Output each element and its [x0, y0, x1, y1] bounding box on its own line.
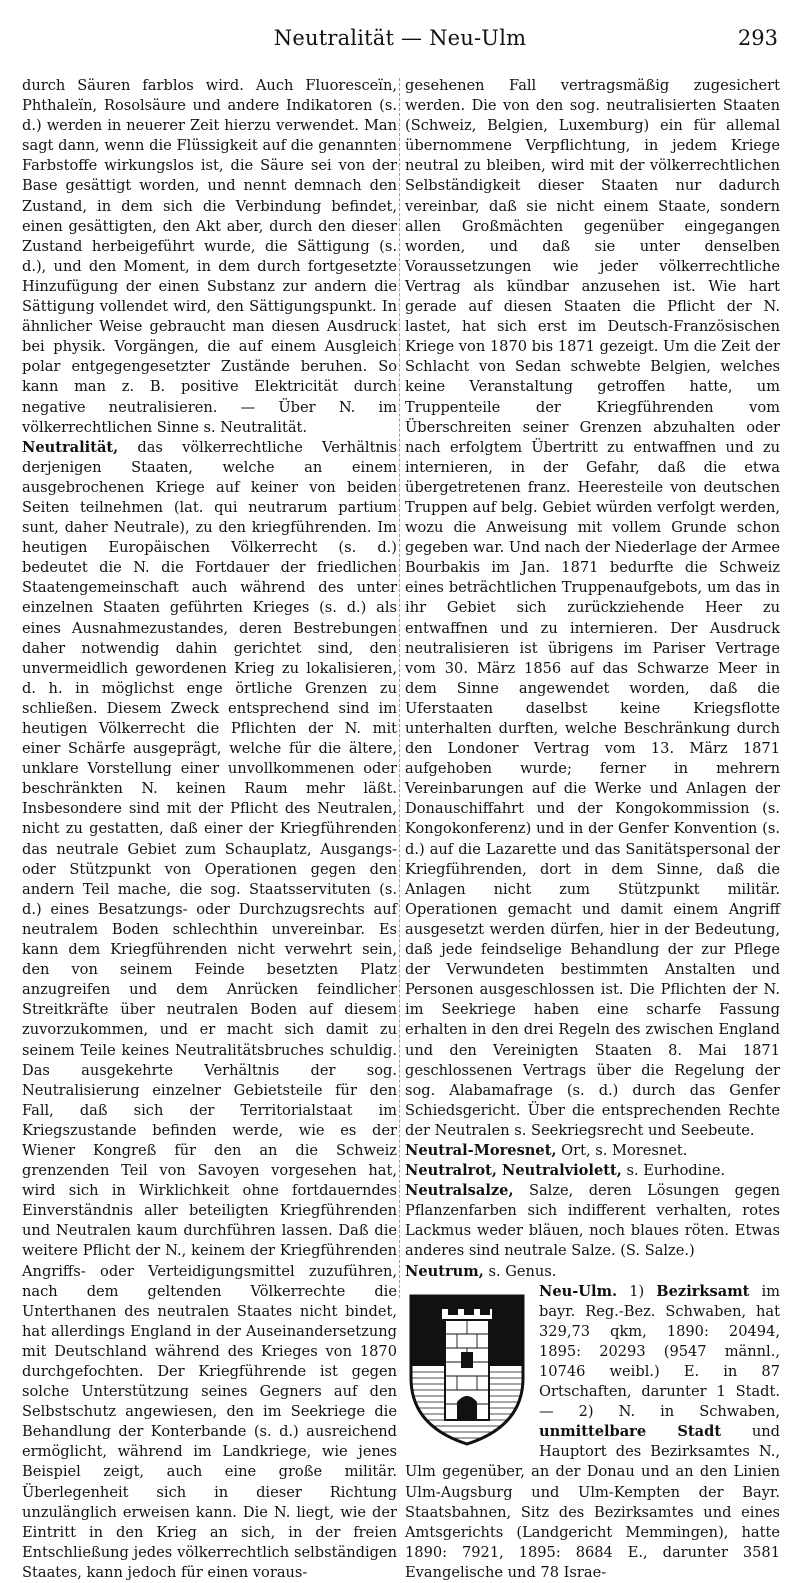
entry-neutral-moresnet-text: Ort, s. Moresnet. [556, 1141, 688, 1159]
entry-neutralitaet [22, 438, 397, 1583]
headword-neutralitaet: Neutralität, [22, 438, 119, 456]
term-bezirksamt: Bezirksamt [656, 1282, 750, 1300]
headword-neu-ulm: Neu-Ulm. [539, 1282, 618, 1300]
entry-neutralsalze [405, 1181, 780, 1261]
entry-neutralsalze-text: Salze, deren Lösungen gegen Pflanzenfarben sich indifferent verhalten, rotes Lackmus weder bläuen, noch blaues röten. Etwas anderes sind neutrale Salze. (S. Salze.) [405, 1182, 780, 1260]
neu-ulm-coat-of-arms-icon [405, 1286, 529, 1448]
headword-neutralrot: Neutralrot, Neutralviolett, [405, 1162, 622, 1180]
headword-neutral-moresnet: Neutral-Moresnet, [405, 1141, 557, 1159]
running-title: Neutralität — Neu-Ulm [273, 26, 527, 50]
entry-neu-ulm [405, 1282, 780, 1583]
right-column [405, 76, 780, 1583]
column-divider [399, 78, 400, 1298]
neutralitaet-continuation: gesehenen Fall vertragsmäßig zugesichert werden. Die von den sog. neutralisierten Staaten (Schweiz, Belgien, Luxemburg) ein für allemal übernommene Verpflichtung, in jedem Kriege neutral zu bleiben, wird mit der völkerrechtlichen Selbständigkeit dieser Staaten nur dadurch vereinbar, daß sie nicht einem Staate, sondern allen Großmächten gegenüber eingegangen worden, und daß sie unter denselben Voraussetzungen wie jeder völkerrechtliche Vertrag als kündbar anzusehen ist. Wie hart gerade auf diesen Staaten die Pflicht der N. lastet, hat sich erst im Deutsch-Französischen Kriege von 1870 bis 1871 gezeigt. Um die Zeit der Schlacht von Sedan schwebte Belgien, welches keine Veranstaltung getroffen hatte, um Truppenteile der Kriegführenden vom Überschreiten seiner Grenzen abzuhalten oder nach erfolgtem Übertritt zu entwaffnen und zu internieren, in der Gefahr, daß die etwa übergetretenen franz. Heeresteile von deutschen Truppen auf belg. Gebiet würden verfolgt werden, wozu die Anweisung mit vollem Grunde schon gegeben war. Und nach der Niederlage der Armee Bourbakis im Jan. 1871 bedurfte die Schweiz eines beträchtlichen Truppenaufgebots, um das in ihr Gebiet sich zurückziehende Heer zu entwaffnen und zu internieren. Der Ausdruck neutralisieren ist übrigens im Pariser Vertrage vom 30. März 1856 auf das Schwarze Meer in dem Sinne angewendet worden, daß die Uferstaaten daselbst keine Kriegsflotte unterhalten durften, welche Beschränkung durch den Londoner Vertrag vom 13. März 1871 aufgehoben wurde; ferner in mehrern Vereinbarungen auf die Werke und Anlagen der Donauschiffahrt und der Kongokommission (s. Kongokonferenz) und in der Genfer Konvention (s. d.) auf die Lazarette und das Sanitätspersonal der Kriegführenden, dort in dem Sinne, daß die Anlagen nicht zum Stützpunkt militär. Operationen gemacht und damit einem Angriff ausgesetzt werden dürfen, hier in der Bedeutung, daß jede feindselige Behandlung der zur Pflege der Verwundeten bestimmten Anstalten und Personen ausgeschlossen ist. Die Pflichten der N. im Seekriege haben eine scharfe Fassung erhalten in den drei Regeln des zwischen England und den Vereinigten Staaten 8. Mai 1871 geschlossenen Vertrags über die Regelung der sog. Alabamafrage (s. d.) durch das Genfer Schiedsgericht. Über die entsprechenden Rechte der Neutralen s. Seekriegsrecht und Seebeute. [405, 77, 780, 1139]
page-header [22, 0, 778, 60]
neutralisation-continuation: durch Säuren farblos wird. Auch Fluoresceïn, Phthaleïn, Rosolsäure und andere Indikatoren (s. d.) werden in neuerer Zeit hierzu verwendet. Man sagt dann, wenn die Flüssigkeit auf die genannten Farbstoffe wirkungslos ist, die Säure sei von der Base gesättigt worden, und nennt demnach den Zustand, in dem sich die Verbindung befindet, einen gesättigten, den Akt aber, durch den dieser Zustand herbeigeführt wurde, die Sättigung (s. d.), und den Moment, in dem durch fortgesetzte Hinzufügung der einen Substanz zur andern die Sättigung vollendet wird, den Sättigungspunkt. In ähnlicher Weise gebraucht man diesen Ausdruck bei physik. Vorgängen, die auf einem Ausgleich polar entgegengesetzter Zustände beruhen. So kann man z. B. positive Elektricität durch negative neutralisieren. — Über N. im völkerrechtlichen Sinne s. Neutralität. [22, 77, 397, 436]
headword-neutralsalze: Neutralsalze, [405, 1182, 514, 1200]
term-unmittelbare-stadt: unmittelbare Stadt [539, 1423, 722, 1441]
entry-neutrum-text: s. Genus. [483, 1262, 557, 1280]
entry-neutrum [405, 1262, 780, 1282]
entry-neu-ulm-text [405, 1282, 780, 1583]
entry-neutral-moresnet [405, 1141, 780, 1161]
entry-neutralitaet-text: das völkerrechtliche Verhältnis derjenigen Staaten, welche an einem ausgebrochenen Kriege auf keiner von beiden Seiten teilnehmen (lat. qui neutrarum partium sunt, daher Neutrale), zu den kriegführenden. Im heutigen Europäischen Völkerrecht (s. d.) bedeutet die N. die Fortdauer der friedlichen Staatengemeinschaft auch während des unter einzelnen Staaten geführten Krieges (s. d.) als eines Ausnahmezustandes, deren Bestrebungen daher notwendig dahin gerichtet sind, den unvermeidlich gewordenen Krieg zu lokalisieren, d. h. in möglichst enge örtliche Grenzen zu schließen. Diesem Zweck entsprechend sind im heutigen Völkerrecht die Pflichten der N. mit einer Schärfe ausgeprägt, welche für die ältere, unklare Vorstellung einer unvollkommenen oder beschränkten N. keinen Raum mehr läßt. Insbesondere sind mit der Pflicht des Neutralen, nicht zu gestatten, daß einer der Kriegführenden das neutrale Gebiet zum Schauplatz, Ausgangs- oder Stützpunkt von Operationen gegen den andern Teil mache, die sog. Staatsservituten (s. d.) eines Besatzungs- oder Durchzugsrechts auf neutralem Boden schlechthin unvereinbar. Es kann dem Kriegführenden nicht verwehrt sein, den von seinem Feinde besetzten Platz anzugreifen und dem Anrücken feindlicher Streitkräfte über neutralen Boden auf diesem zuvorzukommen, und er macht sich damit zu seinem Teile keines Neutralitätsbruches schuldig. Das ausgekehrte Verhältnis der sog. Neutralisierung einzelner Gebietsteile für den Fall, daß sich der Territorialstaat im Kriegszustande befinden werde, wie es der Wiener Kongreß für den an die Schweiz grenzenden Teil von Savoyen vorgesehen hat, wird sich in Wirklichkeit ohne fortdauerndes Einverständnis aller beteiligten Kriegführenden und Neutralen kaum durchführen lassen. Daß die weitere Pflicht der N., keinem der Kriegführenden Angriffs- oder Verteidigungsmittel zuzuführen, nach dem geltenden Völkerrechte die Unterthanen des neutralen Staates nicht bindet, hat allerdings England in der Auseinandersetzung mit Deutschland während des Krieges von 1870 durchgefochten. Der Kriegführende ist gegen solche Unterstützung seines Gegners auf den Selbstschutz angewiesen, den im Seekriege die Behandlung der Konterbande (s. d.) ausreichend ermöglicht, während im Landkriege, wie jenes Beispiel zeigt, auch eine große militär. Überlegenheit sich in dieser Richtung unzulänglich erweisen kann. Die N. liegt, wie der Eintritt in den Krieg an sich, in der freien Entschließung jedes völkerrechtlich selbständigen Staates, kann jedoch für einen voraus- [22, 438, 397, 1581]
neu-ulm-sense-2-text: und Hauptort des Bezirksamtes N., Ulm gegenüber, an der Donau und an den Linien Ulm-Augsburg und Ulm-Kempten der Bayr. Staatsbahnen, Sitz des Bezirksamtes und eines Amtsgerichts (Landgericht Memmingen), hatte 1890: 7921, 1895: 8684 E., darunter 3581 Evangelische und 78 Israe- [405, 1423, 780, 1581]
entry-neutralrot-text: s. Eurhodine. [621, 1162, 726, 1180]
crest-svg [405, 1286, 529, 1448]
neu-ulm-sense-1-number: 1) [617, 1282, 657, 1300]
neu-ulm-sense-1-text: im bayr. Reg.-Bez. Schwaben, hat 329,73 qkm, 1890: 20494, 1895: 20293 (9547 männl., 10746 weibl.) E. in 87 Ortschaften, darunter 1 Stadt. — 2) N. in Schwaben, [539, 1282, 780, 1421]
left-column [22, 76, 397, 1583]
page-number: 293 [737, 26, 778, 50]
headword-neutrum: Neutrum, [405, 1262, 484, 1280]
entry-neutralrot [405, 1161, 780, 1181]
